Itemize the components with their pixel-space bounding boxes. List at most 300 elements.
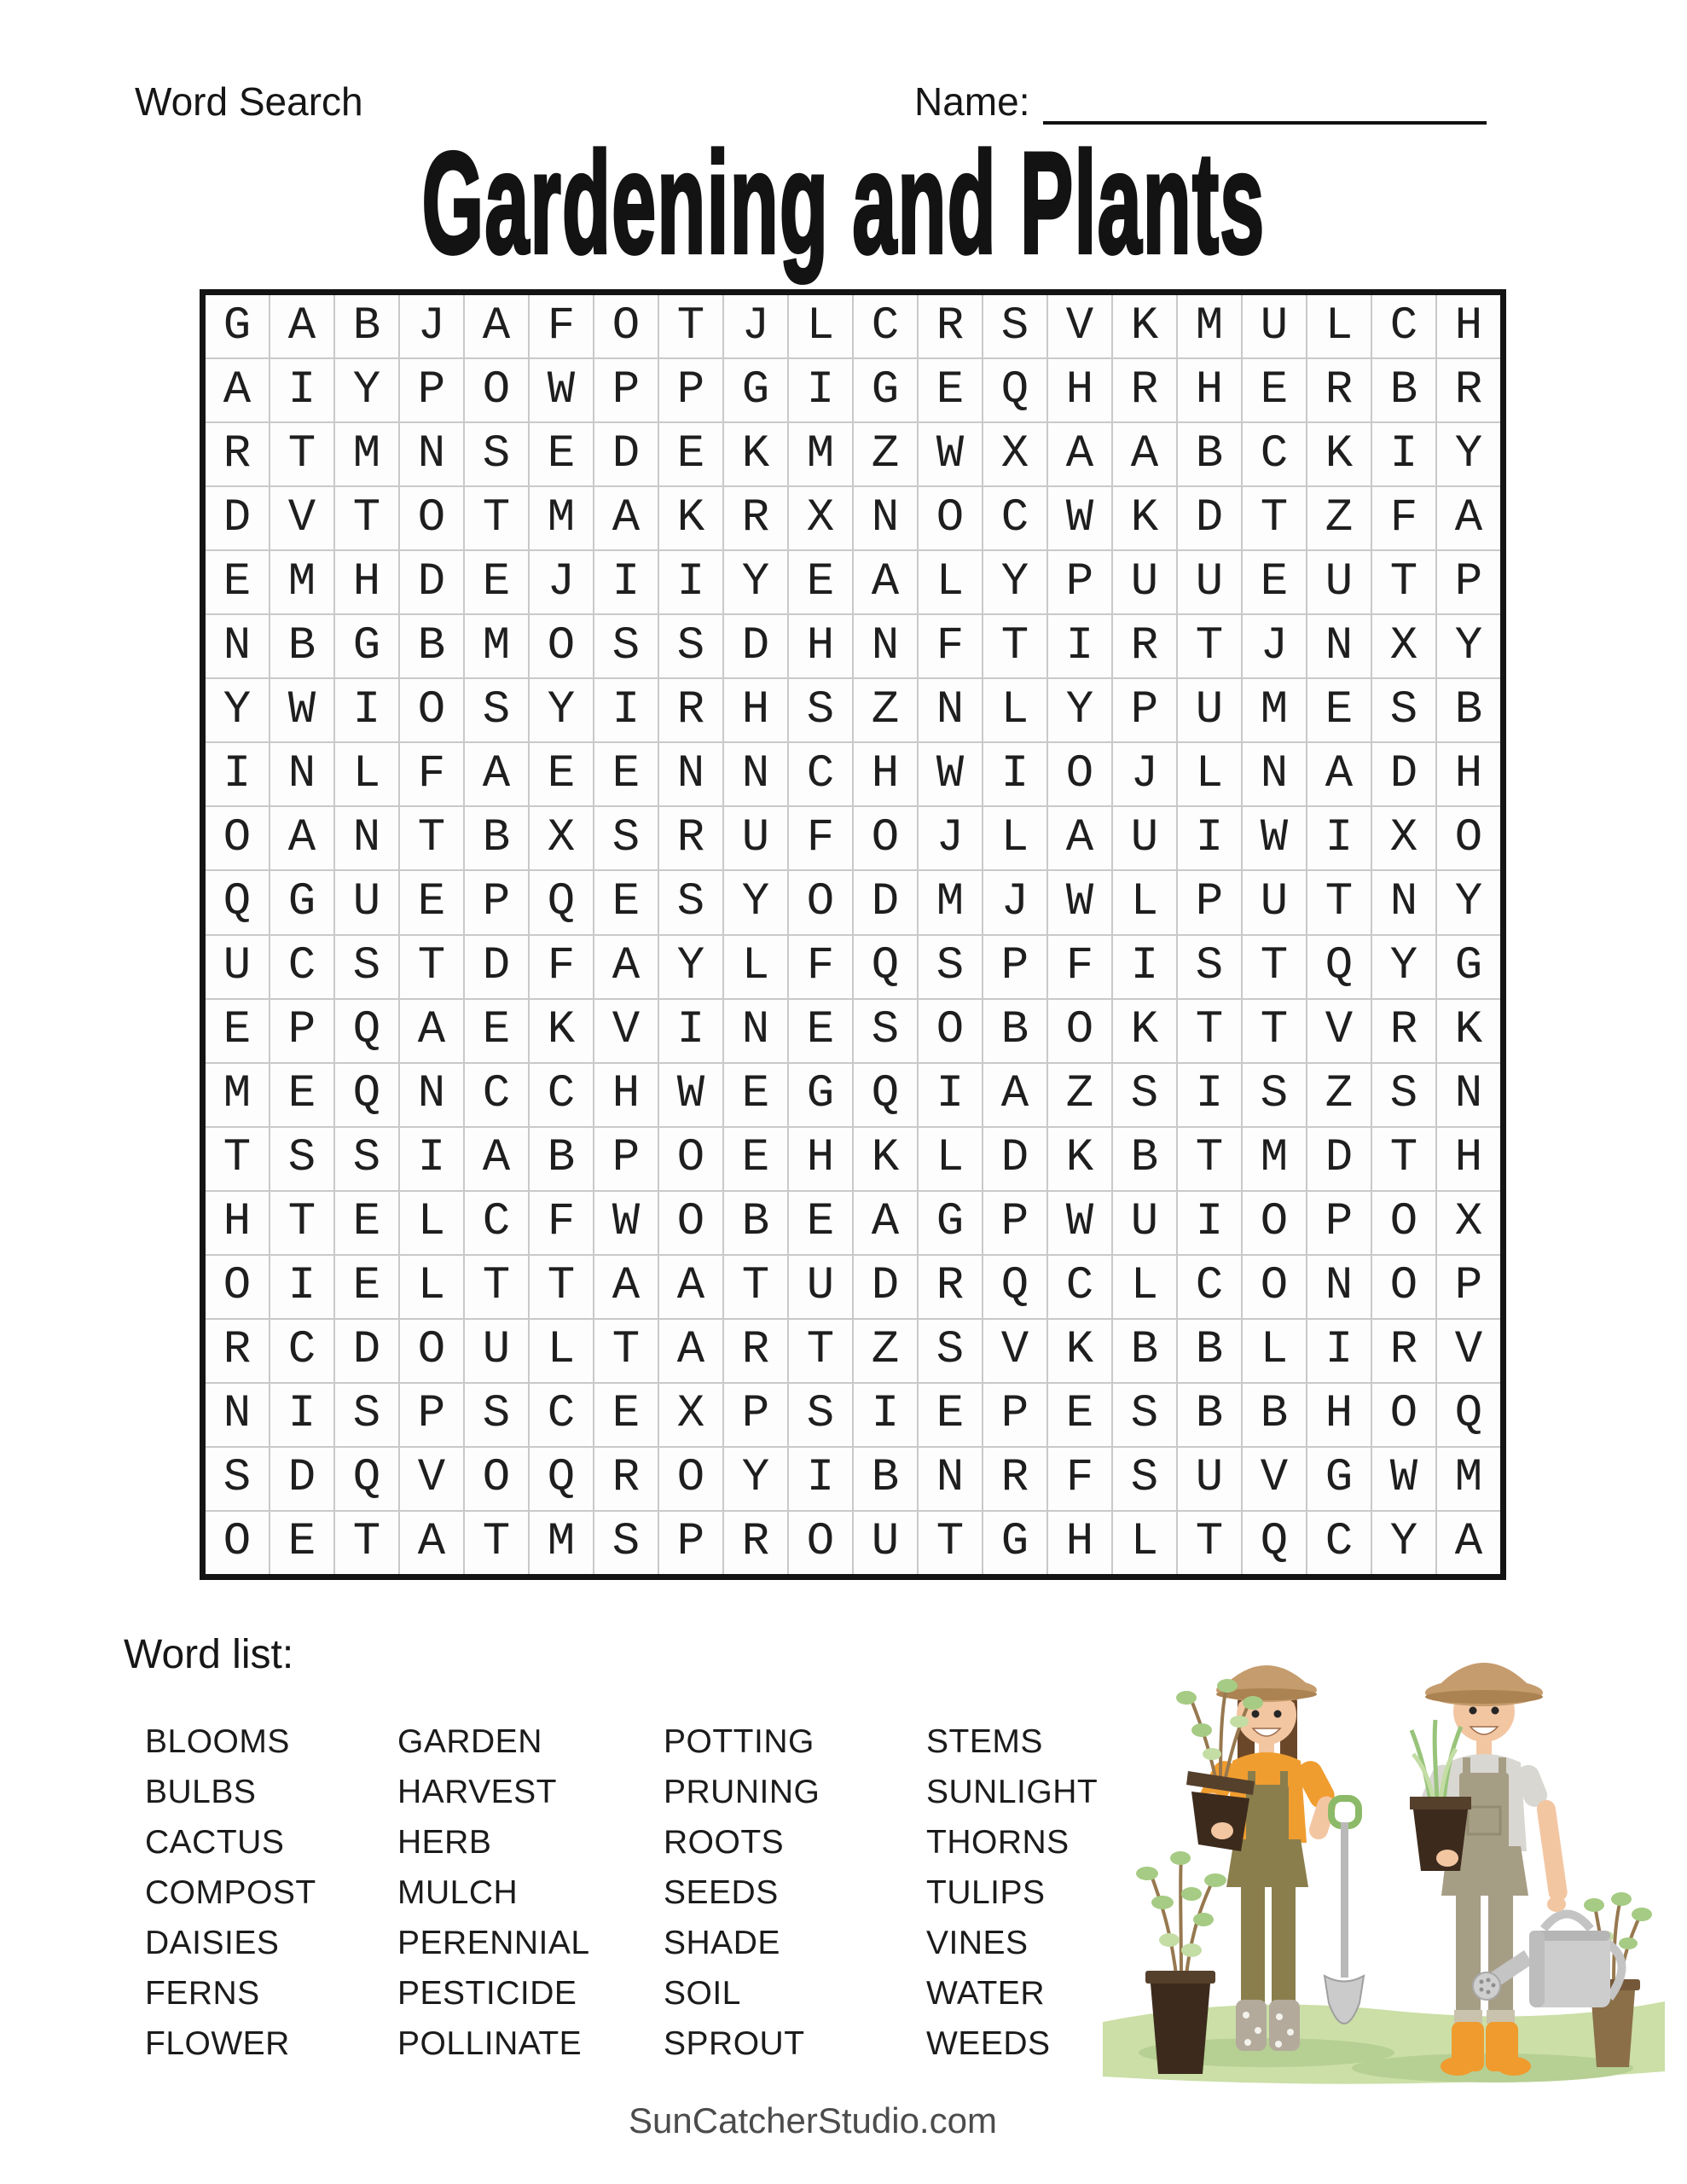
grid-cell-letter: O xyxy=(400,1320,463,1382)
grid-cell-letter: B xyxy=(1372,359,1435,421)
grid-cell-letter: O xyxy=(1048,1000,1111,1062)
grid-cell-letter: B xyxy=(1437,679,1500,741)
grid-cell-letter: I xyxy=(270,1384,333,1446)
grid-cell-letter: I xyxy=(1372,423,1435,485)
grid-cell-letter: P xyxy=(400,1384,463,1446)
grid-cell-letter: D xyxy=(1178,487,1241,549)
word-list-item: HARVEST xyxy=(397,1773,557,1810)
word-list-heading: Word list: xyxy=(124,1632,294,1677)
grid-cell-letter: Q xyxy=(983,1256,1046,1318)
grid-cell-letter: K xyxy=(1048,1128,1111,1190)
grid-cell-letter: O xyxy=(919,487,982,549)
grid-cell-letter: D xyxy=(465,936,528,998)
grid-cell-letter: P xyxy=(983,1384,1046,1446)
grid-cell-letter: J xyxy=(1243,615,1306,677)
grid-cell-letter: Y xyxy=(1048,679,1111,741)
grid-cell-letter: U xyxy=(335,871,398,933)
grid-cell-letter: F xyxy=(789,936,852,998)
word-list-item: POLLINATE xyxy=(397,2024,583,2062)
grid-cell-letter: S xyxy=(1178,936,1241,998)
grid-cell-letter: S xyxy=(919,936,982,998)
grid-cell-letter: D xyxy=(724,615,787,677)
word-list-item: PESTICIDE xyxy=(397,1974,577,2012)
grid-cell-letter: T xyxy=(270,1192,333,1254)
grid-cell-letter: R xyxy=(1113,359,1176,421)
grid-cell-letter: G xyxy=(335,615,398,677)
site-credit: SunCatcherStudio.com xyxy=(629,2100,997,2140)
word-list-item: WEEDS xyxy=(926,2024,1051,2062)
grid-cell-letter: E xyxy=(206,1000,269,1062)
grid-cell-letter: S xyxy=(1113,1064,1176,1126)
grid-cell-letter: Z xyxy=(854,1320,917,1382)
grid-cell-letter: X xyxy=(789,487,852,549)
grid-cell-letter: I xyxy=(1178,1064,1241,1126)
grid-cell-letter: E xyxy=(789,1000,852,1062)
grid-cell-letter: Y xyxy=(530,679,593,741)
grid-cell-letter: C xyxy=(270,1320,333,1382)
word-list-item: SPROUT xyxy=(664,2024,805,2062)
grid-cell-letter: U xyxy=(1178,679,1241,741)
grid-cell-letter: Q xyxy=(854,936,917,998)
grid-cell-letter: S xyxy=(270,1128,333,1190)
name-fill-in-line[interactable] xyxy=(1043,84,1487,125)
grid-cell-letter: A xyxy=(594,1256,658,1318)
grid-cell-letter: O xyxy=(1372,1256,1435,1318)
grid-cell-letter: H xyxy=(1437,743,1500,805)
grid-cell-letter: W xyxy=(530,359,593,421)
grid-cell-letter: O xyxy=(1437,807,1500,869)
word-list-column xyxy=(664,1716,926,2069)
grid-cell-letter: C xyxy=(1178,1256,1241,1318)
grid-cell-letter: E xyxy=(789,551,852,613)
grid-cell-letter: O xyxy=(594,295,658,357)
word-list-item: TULIPS xyxy=(926,1873,1046,1911)
grid-cell-letter: P xyxy=(594,359,658,421)
grid-cell-letter: W xyxy=(1372,1448,1435,1510)
word-list-item: SUNLIGHT xyxy=(926,1773,1099,1810)
grid-cell-letter: T xyxy=(594,1320,658,1382)
grid-cell-letter: O xyxy=(1243,1192,1306,1254)
grid-cell-letter: C xyxy=(983,487,1046,549)
grid-cell-letter: S xyxy=(206,1448,269,1510)
grid-cell-letter: E xyxy=(270,1512,333,1574)
grid-cell-letter: S xyxy=(659,871,722,933)
grid-cell-letter: L xyxy=(1243,1320,1306,1382)
grid-cell-letter: B xyxy=(1113,1128,1176,1190)
grid-cell-letter: R xyxy=(594,1448,658,1510)
grid-cell-letter: I xyxy=(854,1384,917,1446)
grid-cell-letter: U xyxy=(724,807,787,869)
grid-cell-letter: T xyxy=(530,1256,593,1318)
grid-cell-letter: T xyxy=(1243,936,1306,998)
grid-cell-letter: J xyxy=(983,871,1046,933)
grid-cell-letter: M xyxy=(1437,1448,1500,1510)
grid-cell-letter: Q xyxy=(854,1064,917,1126)
grid-cell-letter: W xyxy=(1048,487,1111,549)
grid-cell-letter: U xyxy=(1113,807,1176,869)
grid-cell-letter: E xyxy=(270,1064,333,1126)
grid-cell-letter: B xyxy=(1178,423,1241,485)
grid-cell-letter: O xyxy=(206,807,269,869)
grid-cell-letter: D xyxy=(1372,743,1435,805)
grid-cell-letter: I xyxy=(1178,807,1241,869)
grid-cell-letter: J xyxy=(400,295,463,357)
grid-cell-letter: P xyxy=(983,936,1046,998)
word-list-item: PERENNIAL xyxy=(397,1924,590,1961)
grid-cell-letter: I xyxy=(659,1000,722,1062)
grid-cell-letter: C xyxy=(270,936,333,998)
word-list-item: SHADE xyxy=(664,1924,780,1961)
grid-cell-letter: F xyxy=(1048,936,1111,998)
grid-cell-letter: T xyxy=(206,1128,269,1190)
grid-cell-letter: R xyxy=(983,1448,1046,1510)
word-list-item: POTTING xyxy=(664,1722,815,1760)
puzzle-grid xyxy=(200,289,1506,1580)
grid-cell-letter: B xyxy=(1243,1384,1306,1446)
word-list-item: FERNS xyxy=(145,1974,260,2012)
grid-cell-letter: D xyxy=(854,871,917,933)
grid-cell-letter: G xyxy=(983,1512,1046,1574)
grid-cell-letter: Q xyxy=(530,1448,593,1510)
grid-cell-letter: L xyxy=(724,936,787,998)
grid-cell-letter: M xyxy=(1243,679,1306,741)
grid-cell-letter: Y xyxy=(724,1448,787,1510)
grid-cell-letter: C xyxy=(530,1064,593,1126)
grid-cell-letter: P xyxy=(1113,679,1176,741)
grid-cell-letter: L xyxy=(1113,871,1176,933)
grid-cell-letter: O xyxy=(465,359,528,421)
grid-cell-letter: I xyxy=(1178,1192,1241,1254)
grid-cell-letter: X xyxy=(659,1384,722,1446)
name-field-group xyxy=(914,78,1487,125)
grid-cell-letter: Y xyxy=(1437,423,1500,485)
grid-cell-letter: C xyxy=(465,1064,528,1126)
grid-cell-letter: S xyxy=(594,1512,658,1574)
grid-cell-letter: H xyxy=(1178,359,1241,421)
grid-cell-letter: M xyxy=(789,423,852,485)
grid-cell-letter: B xyxy=(270,615,333,677)
grid-cell-letter: E xyxy=(724,1064,787,1126)
grid-cell-letter: V xyxy=(1437,1320,1500,1382)
grid-cell-letter: L xyxy=(983,679,1046,741)
grid-cell-letter: L xyxy=(400,1256,463,1318)
grid-cell-letter: W xyxy=(1243,807,1306,869)
grid-cell-letter: T xyxy=(335,487,398,549)
grid-cell-letter: M xyxy=(206,1064,269,1126)
grid-cell-letter: N xyxy=(854,615,917,677)
grid-cell-letter: M xyxy=(1178,295,1241,357)
grid-cell-letter: L xyxy=(919,1128,982,1190)
grid-cell-letter: T xyxy=(919,1512,982,1574)
grid-cell-letter: Y xyxy=(335,359,398,421)
grid-cell-letter: T xyxy=(335,1512,398,1574)
grid-cell-letter: Y xyxy=(206,679,269,741)
grid-cell-letter: M xyxy=(270,551,333,613)
grid-cell-letter: E xyxy=(919,1384,982,1446)
grid-cell-letter: E xyxy=(594,1384,658,1446)
grid-cell-letter: K xyxy=(659,487,722,549)
grid-cell-letter: S xyxy=(335,936,398,998)
grid-cell-letter: O xyxy=(659,1128,722,1190)
grid-cell-letter: E xyxy=(789,1192,852,1254)
grid-cell-letter: P xyxy=(1437,1256,1500,1318)
grid-cell-letter: I xyxy=(789,359,852,421)
grid-cell-letter: Q xyxy=(1437,1384,1500,1446)
grid-cell-letter: U xyxy=(1113,551,1176,613)
grid-cell-letter: V xyxy=(1048,295,1111,357)
grid-cell-letter: X xyxy=(530,807,593,869)
grid-cell-letter: I xyxy=(400,1128,463,1190)
grid-cell-letter: I xyxy=(789,1448,852,1510)
grid-cell-letter: D xyxy=(206,487,269,549)
grid-cell-letter: R xyxy=(1307,359,1371,421)
grid-cell-letter: K xyxy=(1048,1320,1111,1382)
grid-cell-letter: P xyxy=(270,1000,333,1062)
word-list-item: CACTUS xyxy=(145,1823,285,1861)
grid-cell-letter: T xyxy=(1178,615,1241,677)
word-list-item: DAISIES xyxy=(145,1924,280,1961)
grid-cell-letter: N xyxy=(1307,615,1371,677)
grid-cell-letter: S xyxy=(1113,1384,1176,1446)
grid-cell-letter: J xyxy=(919,807,982,869)
grid-cell-letter: B xyxy=(854,1448,917,1510)
grid-cell-letter: E xyxy=(659,423,722,485)
word-list-column xyxy=(397,1716,664,2069)
grid-cell-letter: R xyxy=(724,1512,787,1574)
grid-cell-letter: T xyxy=(465,487,528,549)
grid-cell-letter: U xyxy=(854,1512,917,1574)
word-list-item: FLOWER xyxy=(145,2024,290,2062)
grid-cell-letter: T xyxy=(659,295,722,357)
grid-cell-letter: D xyxy=(983,1128,1046,1190)
word-list-item: PRUNING xyxy=(664,1773,820,1810)
grid-cell-letter: U xyxy=(1243,295,1306,357)
grid-cell-letter: E xyxy=(1243,551,1306,613)
grid-cell-letter: Y xyxy=(983,551,1046,613)
grid-cell-letter: S xyxy=(789,1384,852,1446)
grid-cell-letter: Q xyxy=(530,871,593,933)
grid-cell-letter: X xyxy=(1372,807,1435,869)
grid-cell-letter: I xyxy=(270,359,333,421)
grid-cell-letter: A xyxy=(594,936,658,998)
grid-cell-letter: G xyxy=(789,1064,852,1126)
grid-cell-letter: A xyxy=(659,1256,722,1318)
grid-cell-letter: P xyxy=(1178,871,1241,933)
grid-cell-letter: H xyxy=(854,743,917,805)
grid-cell-letter: T xyxy=(1178,1000,1241,1062)
grid-cell-letter: N xyxy=(400,423,463,485)
grid-cell-letter: R xyxy=(724,487,787,549)
grid-cell-letter: P xyxy=(1307,1192,1371,1254)
grid-cell-letter: Z xyxy=(1048,1064,1111,1126)
grid-cell-letter: I xyxy=(1113,936,1176,998)
grid-cell-letter: T xyxy=(1243,1000,1306,1062)
grid-cell-letter: N xyxy=(659,743,722,805)
grid-cell-letter: X xyxy=(983,423,1046,485)
grid-cell-letter: R xyxy=(659,679,722,741)
grid-cell-letter: H xyxy=(724,679,787,741)
grid-cell-letter: N xyxy=(1372,871,1435,933)
grid-cell-letter: W xyxy=(919,423,982,485)
grid-cell-letter: U xyxy=(465,1320,528,1382)
grid-cell-letter: E xyxy=(1243,359,1306,421)
grid-cell-letter: N xyxy=(854,487,917,549)
grid-cell-letter: C xyxy=(530,1384,593,1446)
grid-cell-letter: A xyxy=(465,743,528,805)
grid-cell-letter: O xyxy=(400,487,463,549)
word-list-item: VINES xyxy=(926,1924,1029,1961)
grid-cell-letter: E xyxy=(335,1192,398,1254)
grid-cell-letter: V xyxy=(983,1320,1046,1382)
shovel xyxy=(1325,1798,1364,2024)
grid-cell-letter: A xyxy=(659,1320,722,1382)
grid-cell-letter: S xyxy=(594,807,658,869)
grid-cell-letter: F xyxy=(530,1192,593,1254)
grid-cell-letter: N xyxy=(206,1384,269,1446)
grid-cell-letter: E xyxy=(335,1256,398,1318)
grid-cell-letter: P xyxy=(400,359,463,421)
grid-cell-letter: R xyxy=(206,423,269,485)
grid-cell-letter: S xyxy=(659,615,722,677)
grid-cell-letter: S xyxy=(1113,1448,1176,1510)
grid-cell-letter: E xyxy=(206,551,269,613)
grid-cell-letter: W xyxy=(594,1192,658,1254)
grid-cell-letter: R xyxy=(1113,615,1176,677)
word-list-item: SEEDS xyxy=(664,1873,779,1911)
word-list-column xyxy=(145,1716,397,2069)
grid-cell-letter: E xyxy=(530,423,593,485)
grid-cell-letter: S xyxy=(335,1128,398,1190)
grid-cell-letter: S xyxy=(789,679,852,741)
grid-cell-letter: H xyxy=(1307,1384,1371,1446)
grid-cell-letter: R xyxy=(1437,359,1500,421)
grid-cell-letter: O xyxy=(919,1000,982,1062)
grid-cell-letter: O xyxy=(530,615,593,677)
grid-cell-letter: P xyxy=(1048,551,1111,613)
grid-cell-letter: I xyxy=(335,679,398,741)
grid-cell-letter: I xyxy=(1048,615,1111,677)
grid-cell-letter: M xyxy=(465,615,528,677)
grid-cell-letter: C xyxy=(854,295,917,357)
grid-cell-letter: B xyxy=(983,1000,1046,1062)
grid-cell-letter: A xyxy=(400,1000,463,1062)
grid-cell-letter: Y xyxy=(1372,1512,1435,1574)
grid-cell-letter: D xyxy=(594,423,658,485)
grid-cell-letter: K xyxy=(530,1000,593,1062)
grid-cell-letter: K xyxy=(854,1128,917,1190)
grid-cell-letter: I xyxy=(594,679,658,741)
grid-cell-letter: L xyxy=(1113,1512,1176,1574)
grid-cell-letter: T xyxy=(1372,551,1435,613)
grid-cell-letter: O xyxy=(1243,1256,1306,1318)
grid-cell-letter: G xyxy=(919,1192,982,1254)
grid-cell-letter: Q xyxy=(206,871,269,933)
grid-cell-letter: Y xyxy=(1372,936,1435,998)
grid-cell-letter: F xyxy=(789,807,852,869)
grid-cell-letter: W xyxy=(1048,871,1111,933)
grid-cell-letter: W xyxy=(1048,1192,1111,1254)
grid-cell-letter: E xyxy=(919,359,982,421)
grid-cell-letter: N xyxy=(270,743,333,805)
grid-cell-letter: G xyxy=(1307,1448,1371,1510)
grid-cell-letter: O xyxy=(659,1192,722,1254)
grid-cell-letter: E xyxy=(1307,679,1371,741)
grid-cell-letter: E xyxy=(724,1128,787,1190)
grid-cell-letter: X xyxy=(1437,1192,1500,1254)
grid-cell-letter: H xyxy=(789,615,852,677)
grid-cell-letter: N xyxy=(724,743,787,805)
grid-cell-letter: Z xyxy=(854,679,917,741)
grid-cell-letter: Q xyxy=(335,1064,398,1126)
grid-cell-letter: K xyxy=(1437,1000,1500,1062)
grid-cell-letter: T xyxy=(465,1512,528,1574)
grid-cell-letter: B xyxy=(1178,1320,1241,1382)
grid-cell-letter: C xyxy=(789,743,852,805)
grid-cell-letter: S xyxy=(983,295,1046,357)
word-list-item: STEMS xyxy=(926,1722,1043,1760)
grid-cell-letter: M xyxy=(530,487,593,549)
grid-cell-letter: Z xyxy=(1307,1064,1371,1126)
grid-cell-letter: I xyxy=(206,743,269,805)
grid-cell-letter: K xyxy=(1307,423,1371,485)
word-list-item: WATER xyxy=(926,1974,1045,2012)
grid-cell-letter: P xyxy=(983,1192,1046,1254)
grid-cell-letter: H xyxy=(1048,1512,1111,1574)
grid-cell-letter: F xyxy=(919,615,982,677)
grid-cell-letter: A xyxy=(1048,423,1111,485)
grid-cell-letter: N xyxy=(1243,743,1306,805)
grid-cell-letter: O xyxy=(206,1256,269,1318)
grid-cell-letter: O xyxy=(854,807,917,869)
grid-cell-letter: G xyxy=(1437,936,1500,998)
grid-cell-letter: A xyxy=(1048,807,1111,869)
grid-cell-letter: F xyxy=(1048,1448,1111,1510)
grid-cell-letter: T xyxy=(1178,1128,1241,1190)
grid-cell-letter: L xyxy=(789,295,852,357)
grid-cell-letter: A xyxy=(465,1128,528,1190)
grid-cell-letter: R xyxy=(659,807,722,869)
grid-cell-letter: N xyxy=(1437,1064,1500,1126)
grid-cell-letter: O xyxy=(465,1448,528,1510)
grid-cell-letter: P xyxy=(594,1128,658,1190)
grid-cell-letter: T xyxy=(1372,1128,1435,1190)
grid-cell-letter: I xyxy=(659,551,722,613)
word-list-item: SOIL xyxy=(664,1974,741,2012)
grid-cell-letter: W xyxy=(659,1064,722,1126)
grid-cell-letter: F xyxy=(1372,487,1435,549)
grid-cell-letter: E xyxy=(465,551,528,613)
grid-cell-letter: H xyxy=(1437,295,1500,357)
grid-cell-letter: M xyxy=(919,871,982,933)
grid-cell-letter: A xyxy=(1307,743,1371,805)
grid-cell-letter: R xyxy=(919,1256,982,1318)
grid-cell-letter: L xyxy=(335,743,398,805)
grid-cell-letter: H xyxy=(594,1064,658,1126)
grid-cell-letter: S xyxy=(465,679,528,741)
grid-cell-letter: Z xyxy=(1307,487,1371,549)
grid-cell-letter: A xyxy=(594,487,658,549)
grid-cell-letter: M xyxy=(335,423,398,485)
grid-cell-letter: T xyxy=(983,615,1046,677)
grid-cell-letter: O xyxy=(1372,1384,1435,1446)
grid-cell-letter: P xyxy=(1437,551,1500,613)
grid-cell-letter: E xyxy=(1048,1384,1111,1446)
grid-cell-letter: B xyxy=(1113,1320,1176,1382)
grid-cell-letter: V xyxy=(270,487,333,549)
word-list-item: MULCH xyxy=(397,1873,519,1911)
grid-cell-letter: P xyxy=(659,1512,722,1574)
grid-cell-letter: S xyxy=(594,615,658,677)
